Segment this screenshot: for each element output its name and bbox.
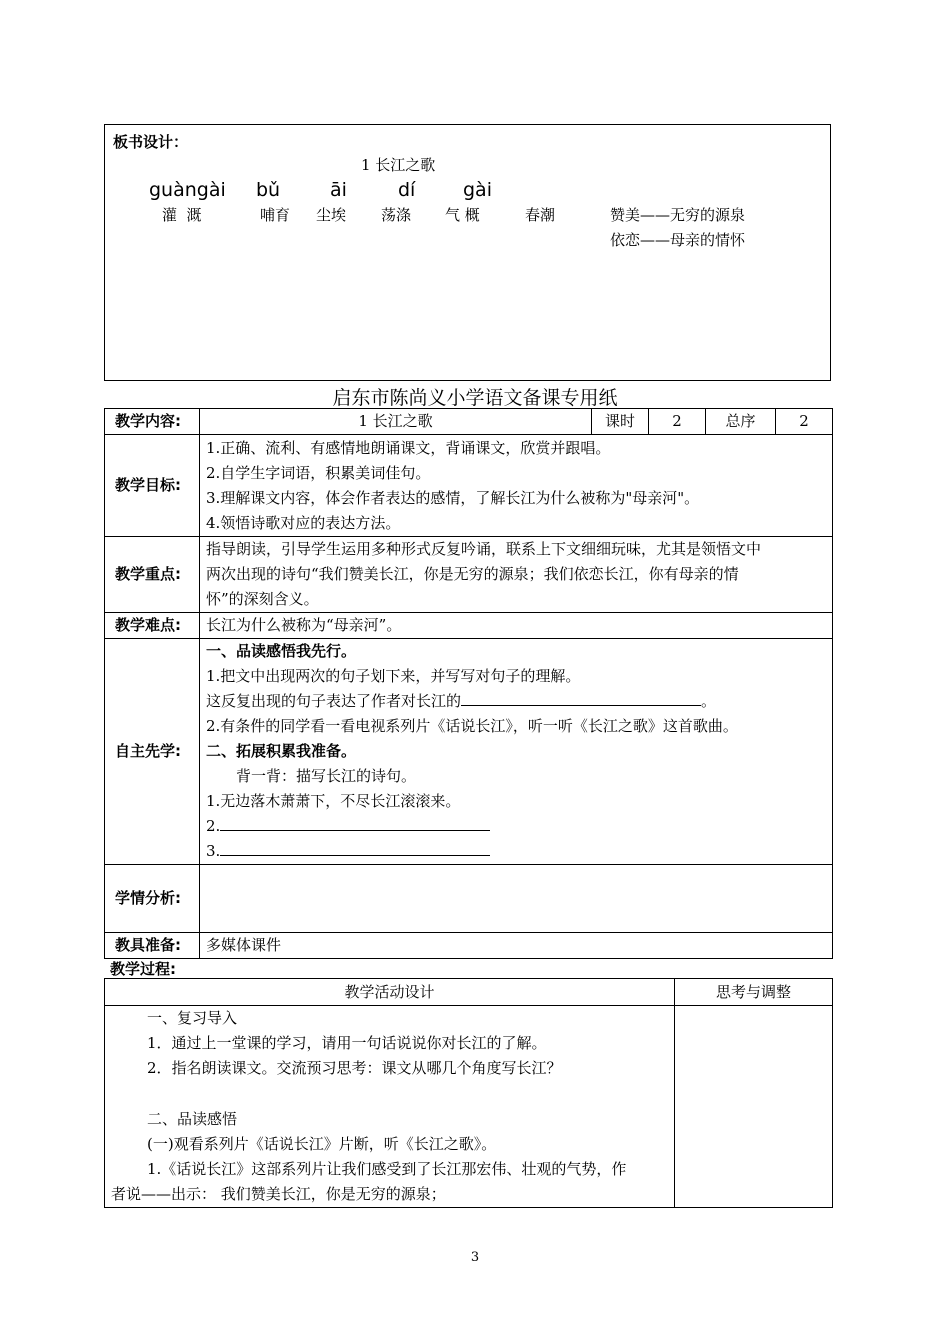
board-right-line-1: 赞美——无穷的源泉 bbox=[610, 206, 746, 224]
self-study-line: 1.把文中出现两次的句子划下来，并写写对句子的理解。 bbox=[206, 667, 581, 685]
self-study-line: 背一背：描写长江的诗句。 bbox=[236, 767, 417, 785]
process-col-notes: 思考与调整 bbox=[675, 979, 833, 1006]
analysis-label: 学情分析: bbox=[105, 865, 200, 933]
process-activity-content bbox=[105, 1006, 675, 1208]
self-study-section-1: 一、品读感悟我先行。 bbox=[206, 642, 357, 660]
fill-prompt: 这反复出现的句子表达了作者对长江的 bbox=[206, 692, 462, 710]
key-line: 指导朗读，引导学生运用多种形式反复吟诵，联系上下文细细玩味，尤其是领悟文中 bbox=[206, 540, 762, 558]
tools-value: 多媒体课件 bbox=[200, 933, 833, 959]
self-study-line: 2.有条件的同学看一看电视系列片《话说长江》，听一听《长江之歌》这首歌曲。 bbox=[206, 717, 738, 735]
content-value: 1 长江之歌 bbox=[200, 409, 592, 435]
process-line: 2．指名朗读课文。交流预习思考：课文从哪几个角度写长江？ bbox=[147, 1059, 562, 1077]
self-study-section-2: 二、拓展积累我准备。 bbox=[206, 742, 357, 760]
goals-label: 教学目标: bbox=[105, 435, 200, 537]
content-label: 教学内容: bbox=[105, 409, 200, 435]
board-heading: 板书设计： bbox=[113, 133, 189, 151]
process-col-activity: 教学活动设计 bbox=[105, 979, 675, 1006]
word-3: 尘埃 bbox=[316, 206, 347, 224]
word-1: 灌 溉 bbox=[162, 206, 202, 224]
process-table bbox=[104, 978, 833, 1208]
answer-blank bbox=[220, 830, 490, 831]
process-label: 教学过程: bbox=[110, 960, 176, 978]
tools-row bbox=[105, 933, 833, 959]
self-study-fill-line bbox=[206, 689, 826, 714]
analysis-content bbox=[200, 865, 833, 933]
fill-end: 。 bbox=[701, 692, 717, 710]
key-label: 教学重点: bbox=[105, 537, 200, 613]
board-right-line-2: 依恋——母亲的情怀 bbox=[610, 231, 746, 249]
answer-blank bbox=[461, 705, 701, 706]
pinyin-1: guàngài bbox=[149, 179, 226, 201]
board-design-box bbox=[104, 124, 831, 381]
word-6: 春潮 bbox=[525, 206, 556, 224]
process-line: (一)观看系列片《话说长江》片断，听《长江之歌》。 bbox=[147, 1135, 497, 1153]
difficulty-text: 长江为什么被称为“母亲河”。 bbox=[200, 613, 833, 639]
goal-item: 2.自学生字词语，积累美词佳句。 bbox=[206, 463, 431, 482]
order-label: 总序 bbox=[706, 409, 776, 435]
word-5: 气 概 bbox=[445, 206, 480, 224]
process-line: 者说——出示： 我们赞美长江，你是无穷的源泉； bbox=[111, 1185, 446, 1203]
content-row bbox=[105, 409, 833, 435]
tools-label: 教具准备: bbox=[105, 933, 200, 959]
pinyin-2: bǔ bbox=[256, 179, 281, 201]
page-title: 启东市陈尚义小学语文备课专用纸 bbox=[332, 387, 618, 409]
self-study-label: 自主先学: bbox=[105, 639, 200, 865]
board-lesson-title: 1 长江之歌 bbox=[361, 156, 436, 174]
difficulty-label: 教学难点: bbox=[105, 613, 200, 639]
self-study-content bbox=[200, 639, 833, 865]
key-line: 怀”的深刻含义。 bbox=[206, 590, 319, 608]
process-line: 一、复习导入 bbox=[147, 1009, 238, 1027]
process-line: 二、品读感悟 bbox=[147, 1110, 238, 1128]
word-4: 荡涤 bbox=[381, 206, 412, 224]
lesson-plan-table bbox=[104, 408, 833, 959]
key-row bbox=[105, 537, 833, 613]
analysis-row bbox=[105, 865, 833, 933]
self-study-line: 1.无边落木萧萧下，不尽长江滚滚来。 bbox=[206, 792, 461, 810]
pinyin-3: āi bbox=[330, 179, 347, 201]
process-body-row bbox=[105, 1006, 833, 1208]
pinyin-5: gài bbox=[463, 179, 492, 201]
goals-row bbox=[105, 435, 833, 537]
poem-blank-2 bbox=[206, 814, 826, 839]
order-value: 2 bbox=[776, 409, 833, 435]
answer-blank bbox=[220, 855, 490, 856]
hours-value: 2 bbox=[649, 409, 706, 435]
word-2: 哺育 bbox=[260, 206, 291, 224]
self-study-row bbox=[105, 639, 833, 865]
key-line: 两次出现的诗句“我们赞美长江，你是无穷的源泉；我们依恋长江，你有母亲的情 bbox=[206, 565, 739, 583]
goal-item: 3.理解课文内容，体会作者表达的感情，了解长江为什么被称为"母亲河"。 bbox=[206, 488, 700, 507]
goals-content bbox=[200, 435, 833, 537]
goal-item: 4.领悟诗歌对应的表达方法。 bbox=[206, 513, 401, 532]
difficulty-row bbox=[105, 613, 833, 639]
process-notes-content bbox=[675, 1006, 833, 1208]
key-content bbox=[200, 537, 833, 613]
poem-number: 3. bbox=[206, 842, 221, 860]
process-line: 1．通过上一堂课的学习，请用一句话说说你对长江的了解。 bbox=[147, 1034, 547, 1052]
poem-number: 2. bbox=[206, 817, 221, 835]
pinyin-4: dí bbox=[398, 179, 416, 201]
page-number: 3 bbox=[470, 1250, 480, 1265]
process-line: 1.《话说长江》这部系列片让我们感受到了长江那宏伟、壮观的气势，作 bbox=[147, 1160, 627, 1178]
process-line bbox=[111, 1081, 668, 1107]
goal-item: 1.正确、流利、有感情地朗诵课文，背诵课文，欣赏并跟唱。 bbox=[206, 438, 611, 457]
hours-label: 课时 bbox=[592, 409, 649, 435]
process-header-row bbox=[105, 979, 833, 1006]
poem-blank-3 bbox=[206, 839, 826, 864]
